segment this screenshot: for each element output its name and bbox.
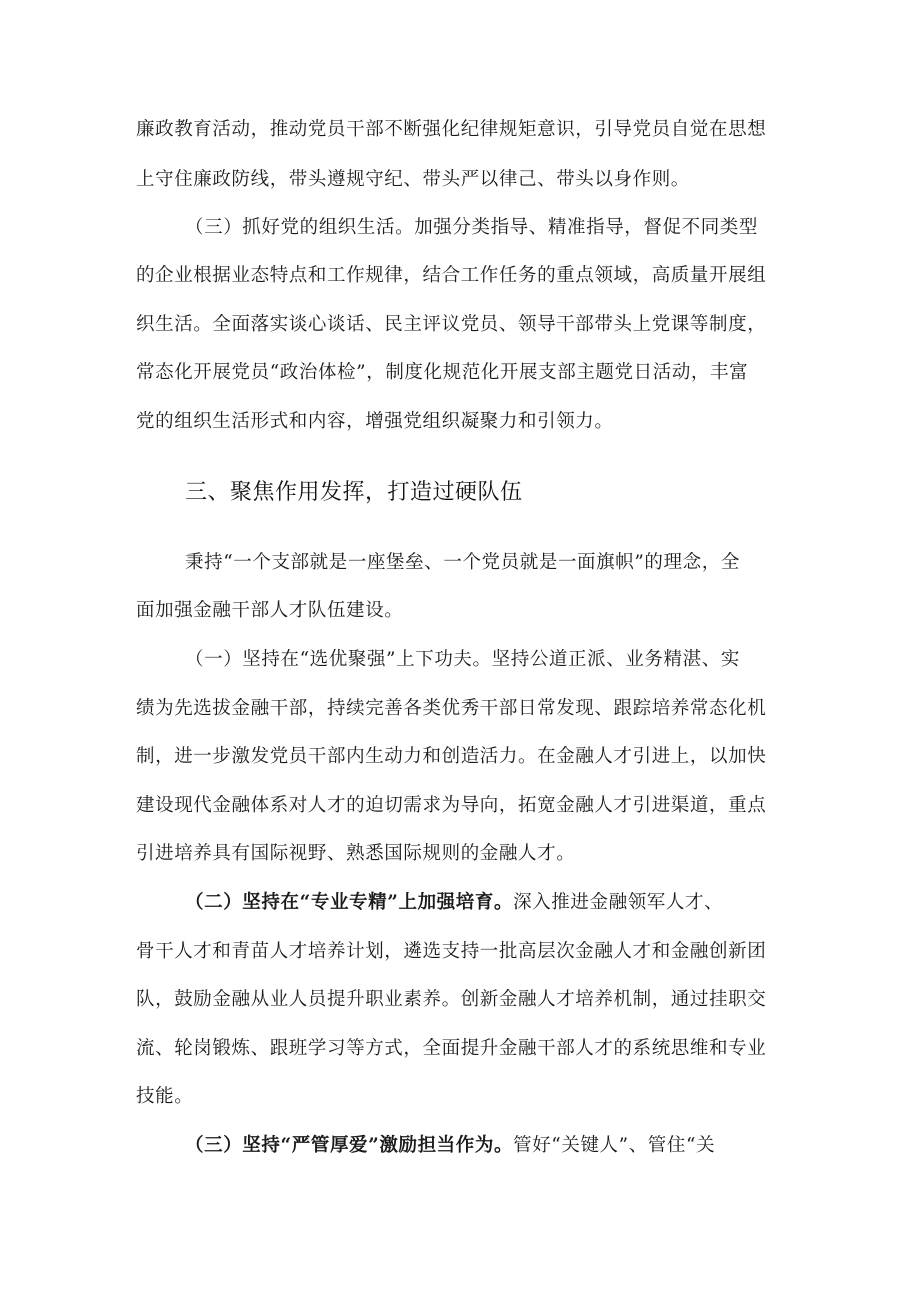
bold-lead: （二）坚持在“专业专精”上加强培育。 xyxy=(185,892,514,913)
paragraph-line: 流、轮岗锻炼、跟班学习等方式，全面提升金融干部人才的系统思维和专业 xyxy=(136,1038,767,1059)
paragraph-line: （一）坚持在“选优聚强”上下功夫。坚持公道正派、业务精湛、实 xyxy=(185,649,740,670)
paragraph-line: 制，进一步激发党员干部内生动力和创造活力。在金融人才引进上，以加快 xyxy=(136,746,767,767)
paragraph-line: 的企业根据业态特点和工作规律，结合工作任务的重点领域，高质量开展组 xyxy=(136,265,767,286)
paragraph-line: 织生活。全面落实谈心谈话、民主评议党员、领导干部带头上党课等制度， xyxy=(136,314,767,335)
paragraph-line xyxy=(185,889,796,917)
paragraph-line: 面加强金融干部人才队伍建设。 xyxy=(136,600,404,621)
paragraph-line: 技能。 xyxy=(136,1086,194,1107)
paragraph-line: 队，鼓励金融从业人员提升职业素养。创新金融人才培养机制，通过挂职交 xyxy=(136,989,767,1010)
paragraph-line: 引进培养具有国际视野、熟悉国际规则的金融人才。 xyxy=(136,843,576,864)
paragraph-line: （三）抓好党的组织生活。加强分类指导、精准指导，督促不同类型 xyxy=(185,217,759,238)
paragraph-line: 骨干人才和青苗人才培养计划，遴选支持一批高层次金融人才和金融创新团 xyxy=(136,941,767,962)
paragraph-line: 秉持“一个支部就是一座堡垒、一个党员就是一面旗帜”的理念，全 xyxy=(185,552,740,573)
paragraph-text: 深入推进金融领军人才、 xyxy=(513,892,724,913)
paragraph-text: 管好“关键人”、管住“关 xyxy=(513,1135,716,1156)
bold-lead: （三）坚持“严管厚爱”激励担当作为。 xyxy=(185,1135,514,1156)
paragraph-line: 常态化开展党员“政治体检”，制度化规范化开展支部主题党日活动，丰富 xyxy=(136,362,749,383)
paragraph-line: 党的组织生活形式和内容，增强党组织凝聚力和引领力。 xyxy=(136,411,614,432)
section-heading: 三、聚焦作用发挥，打造过硬队伍 xyxy=(185,480,523,505)
paragraph-line xyxy=(185,1132,796,1160)
paragraph-line: 绩为先选拔金融干部，持续完善各类优秀干部日常发现、跟踪培养常态化机 xyxy=(136,698,767,719)
paragraph-line: 建设现代金融体系对人才的迫切需求为导向，拓宽金融人才引进渠道，重点 xyxy=(136,795,767,816)
paragraph-line: 上守住廉政防线，带头遵规守纪、带头严以律己、带头以身作则。 xyxy=(136,169,690,190)
paragraph-line: 廉政教育活动，推动党员干部不断强化纪律规矩意识，引导党员自觉在思想 xyxy=(136,119,767,140)
